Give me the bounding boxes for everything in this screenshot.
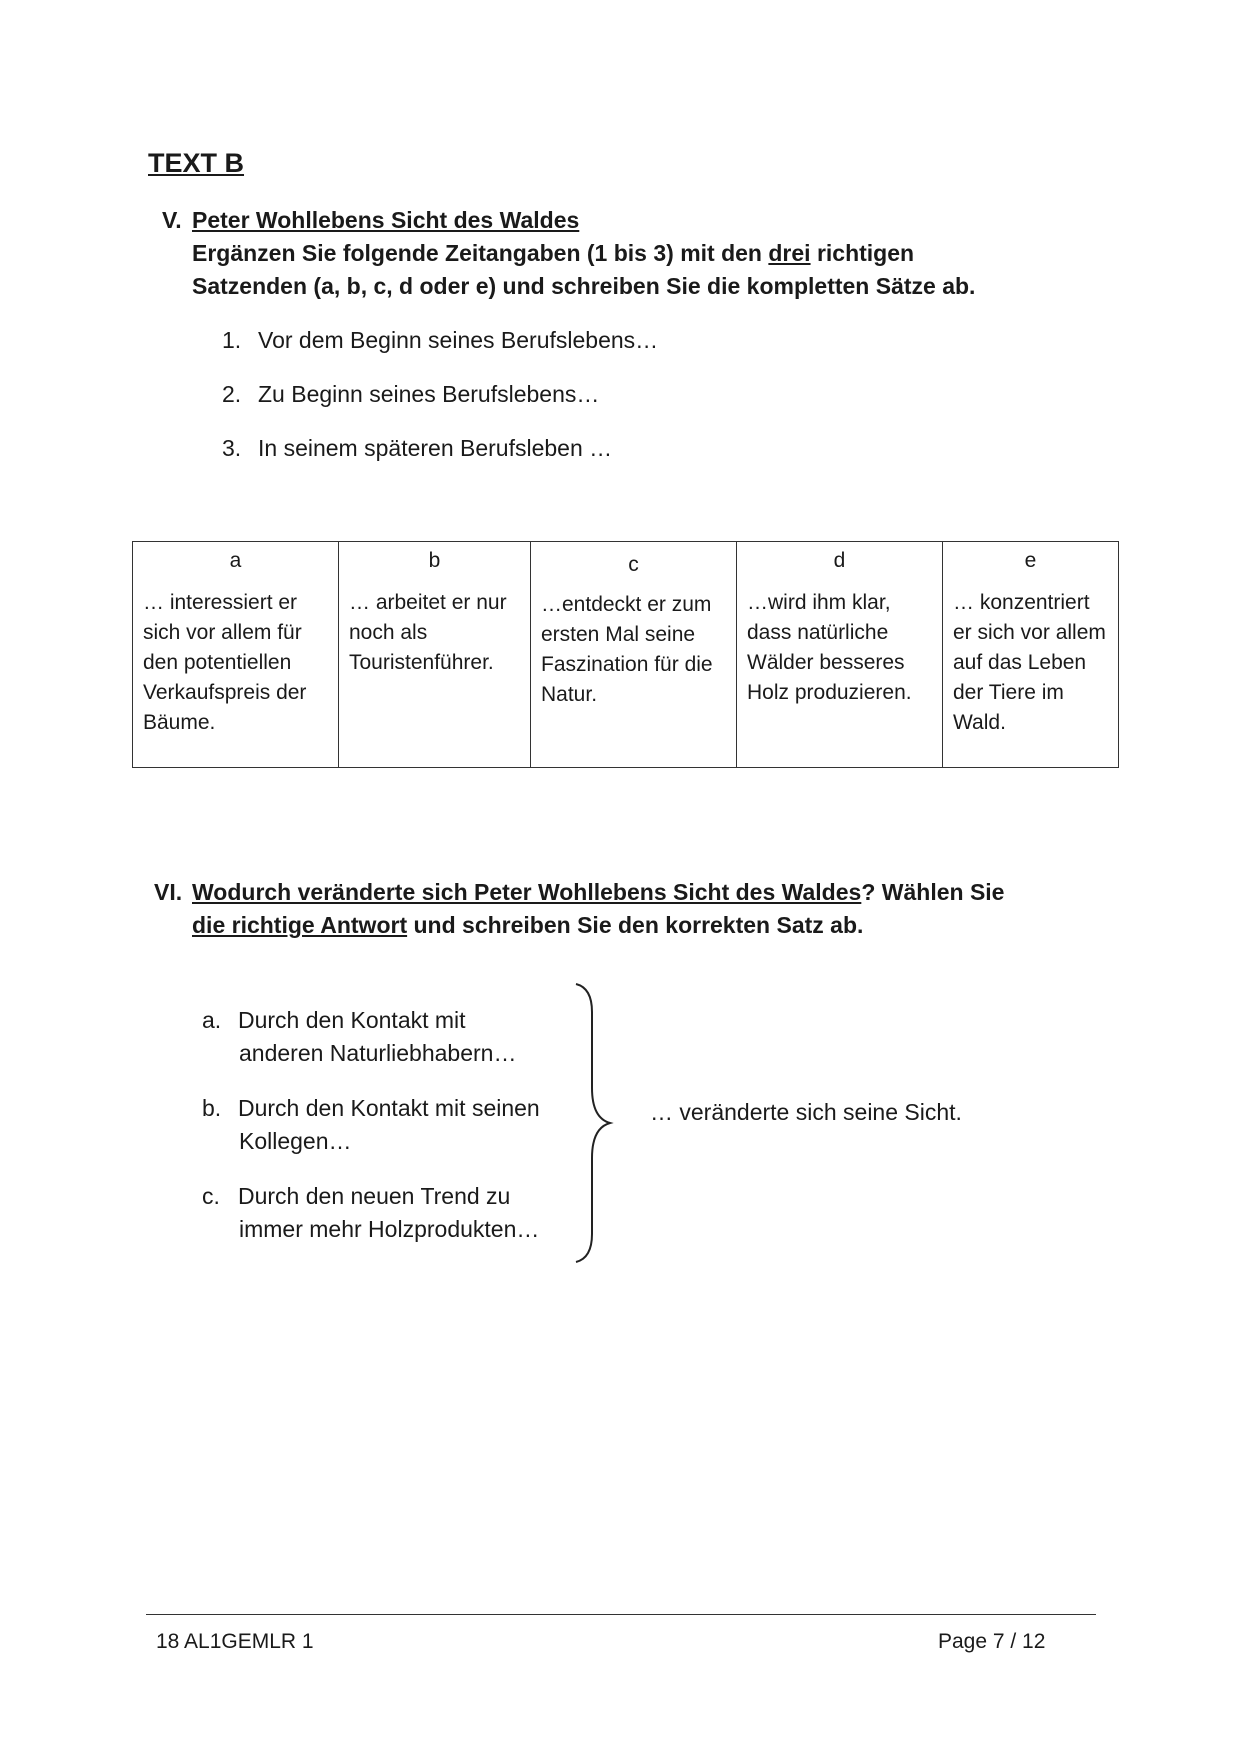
sentence-ending: … veränderte sich seine Sicht. xyxy=(650,1099,962,1125)
answer-option-text: anderen Naturliebhabern… xyxy=(239,1040,517,1066)
list-item xyxy=(222,381,599,408)
list-item-text: Zu Beginn seines Berufslebens… xyxy=(258,381,600,407)
table-row xyxy=(133,542,1119,768)
answer-option xyxy=(202,1004,516,1070)
option-text: …entdeckt er zum ersten Mal seine Faszination für die Natur. xyxy=(541,593,713,706)
table-cell xyxy=(531,542,737,768)
table-cell xyxy=(339,542,531,768)
answer-option-letter: b. xyxy=(202,1095,222,1121)
table-cell xyxy=(737,542,943,768)
section-v-number: V. xyxy=(162,207,182,233)
option-letter: e xyxy=(1024,549,1037,572)
answer-option-text: Durch den Kontakt mit xyxy=(238,1007,466,1033)
answer-option-letter: a. xyxy=(202,1007,222,1033)
question-underlined: die richtige Antwort xyxy=(192,912,408,938)
curly-brace-icon xyxy=(566,982,616,1264)
section-vi-question-line1 xyxy=(192,879,1004,906)
option-letter: b xyxy=(428,549,441,572)
footer-divider xyxy=(146,1614,1096,1615)
option-letter: c xyxy=(628,553,639,576)
section-v-title: Peter Wohllebens Sicht des Waldes xyxy=(192,207,580,233)
list-item-text: In seinem späteren Berufsleben … xyxy=(258,435,613,461)
instruction-emphasis: drei xyxy=(768,240,811,266)
question-text: und schreiben Sie den korrekten Satz ab. xyxy=(407,912,864,938)
section-vi-question-line2 xyxy=(192,912,863,939)
section-heading: TEXT B xyxy=(148,148,245,178)
option-letter: d xyxy=(833,549,846,572)
answer-option-text: immer mehr Holzprodukten… xyxy=(239,1216,540,1242)
section-v-instruction-line2: Satzenden (a, b, c, d oder e) und schreiben Sie die kompletten Sätze ab. xyxy=(192,273,976,299)
section-v-instruction-line1 xyxy=(192,240,914,267)
page-number: Page 7 / 12 xyxy=(938,1630,1046,1653)
list-item-text: Vor dem Beginn seines Berufslebens… xyxy=(258,327,659,353)
sentence-endings-table xyxy=(132,541,1119,768)
option-text: … konzentriert er sich vor allem auf das Leben der Tiere im Wald. xyxy=(953,591,1106,734)
answer-option-text: Durch den neuen Trend zu xyxy=(238,1183,511,1209)
option-text: … arbeitet er nur noch als Touristenführer. xyxy=(349,591,507,674)
table-cell xyxy=(943,542,1119,768)
instruction-text: Ergänzen Sie folgende Zeitangaben (1 bis 3) mit den xyxy=(192,240,769,266)
list-item xyxy=(222,435,612,462)
table-cell xyxy=(133,542,339,768)
answer-option-text: Durch den Kontakt mit seinen xyxy=(238,1095,540,1121)
list-item-number: 3. xyxy=(222,435,242,461)
answer-option xyxy=(202,1092,540,1158)
list-item-number: 1. xyxy=(222,327,242,353)
footer-code: 18 AL1GEMLR 1 xyxy=(156,1630,314,1653)
question-text: ? Wählen Sie xyxy=(861,879,1005,905)
list-item-number: 2. xyxy=(222,381,242,407)
answer-option-letter: c. xyxy=(202,1183,220,1209)
list-item xyxy=(222,327,658,354)
answer-option xyxy=(202,1180,539,1246)
instruction-text: richtigen xyxy=(810,240,915,266)
section-vi-number: VI. xyxy=(154,879,183,905)
answer-option-text: Kollegen… xyxy=(239,1128,352,1154)
option-text: … interessiert er sich vor allem für den potentiellen Verkaufspreis der Bäume. xyxy=(143,591,307,734)
question-underlined: Wodurch veränderte sich Peter Wohllebens Sicht des Waldes xyxy=(192,879,862,905)
option-letter: a xyxy=(229,549,242,572)
option-text: …wird ihm klar, dass natürliche Wälder besseres Holz produzieren. xyxy=(747,591,912,704)
